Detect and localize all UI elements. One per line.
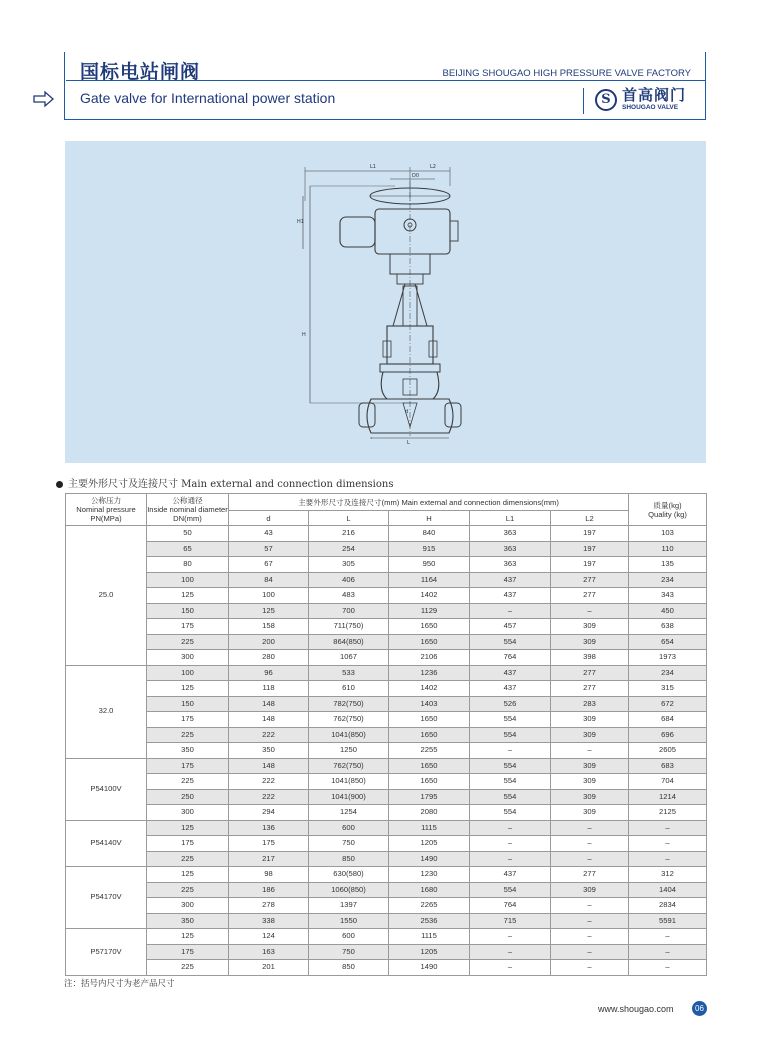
table-row (66, 665, 707, 681)
table-cell: 1205 (389, 944, 470, 960)
table-cell: 600 (309, 929, 389, 945)
table-cell: 437 (470, 588, 551, 604)
table-cell: 65 (147, 541, 229, 557)
table-cell: – (551, 820, 629, 836)
table-row (66, 944, 707, 960)
table-cell: 175 (147, 619, 229, 635)
table-cell: 343 (629, 588, 707, 604)
table-cell: 915 (389, 541, 470, 557)
table-cell: 57 (229, 541, 309, 557)
table-row (66, 712, 707, 728)
table-cell: 696 (629, 727, 707, 743)
table-cell: 1650 (389, 774, 470, 790)
table-cell: 1041(850) (309, 727, 389, 743)
header-nominal-pressure: 公称压力 Nominal pressure PN(MPa) (66, 494, 147, 526)
table-cell: – (551, 960, 629, 976)
table-cell: 1680 (389, 882, 470, 898)
pressure-cell: 25.0 (66, 526, 147, 666)
table-cell: 277 (551, 681, 629, 697)
table-cell: 683 (629, 758, 707, 774)
table-cell: – (551, 944, 629, 960)
table-row (66, 867, 707, 883)
table-row (66, 588, 707, 604)
table-cell: 437 (470, 665, 551, 681)
gate-valve-drawing (65, 141, 706, 463)
table-cell: – (629, 836, 707, 852)
table-cell: 186 (229, 882, 309, 898)
table-cell: 672 (629, 696, 707, 712)
table-cell: – (551, 929, 629, 945)
header-col-l2: L2 (551, 511, 629, 526)
table-cell: 1650 (389, 634, 470, 650)
table-cell: 309 (551, 789, 629, 805)
pressure-cell: P57170V (66, 929, 147, 976)
table-cell: 1205 (389, 836, 470, 852)
table-cell: 610 (309, 681, 389, 697)
table-cell: 762(750) (309, 758, 389, 774)
table-cell: 350 (147, 743, 229, 759)
table-cell: 283 (551, 696, 629, 712)
table-cell: 1490 (389, 851, 470, 867)
table-cell: 216 (309, 526, 389, 542)
table-cell: 437 (470, 867, 551, 883)
header-col-d: d (229, 511, 309, 526)
pressure-cell: P54170V (66, 867, 147, 929)
table-cell: 163 (229, 944, 309, 960)
page-title: 国标电站闸阀 (80, 61, 201, 83)
table-cell: 125 (147, 929, 229, 945)
label-h: H (302, 332, 306, 338)
table-cell: 850 (309, 960, 389, 976)
table-cell: 175 (147, 836, 229, 852)
website-url: www.shougao.com (598, 1004, 674, 1014)
table-cell: 2834 (629, 898, 707, 914)
table-cell: 309 (551, 712, 629, 728)
table-cell: 554 (470, 805, 551, 821)
table-row (66, 696, 707, 712)
table-row (66, 526, 707, 542)
table-cell: 148 (229, 696, 309, 712)
table-row (66, 805, 707, 821)
table-cell: 600 (309, 820, 389, 836)
table-cell: – (551, 603, 629, 619)
table-cell: 1403 (389, 696, 470, 712)
table-cell: 2125 (629, 805, 707, 821)
table-cell: 1041(900) (309, 789, 389, 805)
table-cell: 148 (229, 712, 309, 728)
table-cell: 338 (229, 913, 309, 929)
table-row (66, 913, 707, 929)
table-cell: 234 (629, 665, 707, 681)
table-cell: 350 (147, 913, 229, 929)
table-cell: 225 (147, 851, 229, 867)
table-cell: 222 (229, 774, 309, 790)
header-col-h: H (389, 511, 470, 526)
factory-name: BEIJING SHOUGAO HIGH PRESSURE VALVE FACTORY (442, 68, 691, 79)
page-number: 06 (692, 1001, 707, 1016)
table-cell: 764 (470, 650, 551, 666)
table-cell: 1230 (389, 867, 470, 883)
valve-drawing-panel (65, 141, 706, 463)
table-cell: 150 (147, 603, 229, 619)
label-l: L (407, 440, 410, 446)
table-cell: 118 (229, 681, 309, 697)
table-cell: 2536 (389, 913, 470, 929)
table-cell: 1115 (389, 820, 470, 836)
table-cell: 1402 (389, 681, 470, 697)
table-cell: 50 (147, 526, 229, 542)
table-cell: 554 (470, 727, 551, 743)
table-cell: 312 (629, 867, 707, 883)
table-cell: 125 (147, 867, 229, 883)
table-cell: 840 (389, 526, 470, 542)
table-cell: 711(750) (309, 619, 389, 635)
table-cell: 84 (229, 572, 309, 588)
table-cell: 704 (629, 774, 707, 790)
table-cell: – (470, 603, 551, 619)
table-cell: 1550 (309, 913, 389, 929)
table-cell: – (470, 851, 551, 867)
logo-text-en: SHOUGAO VALVE (622, 104, 679, 111)
table-cell: 1397 (309, 898, 389, 914)
table-cell: 103 (629, 526, 707, 542)
table-cell: – (551, 743, 629, 759)
table-cell: – (629, 820, 707, 836)
table-cell: 125 (147, 820, 229, 836)
label-d: d (405, 409, 409, 415)
pressure-cell: P54100V (66, 758, 147, 820)
table-cell: 363 (470, 557, 551, 573)
table-cell: 750 (309, 836, 389, 852)
table-cell: 309 (551, 634, 629, 650)
table-row (66, 774, 707, 790)
table-cell: 457 (470, 619, 551, 635)
table-cell: 197 (551, 557, 629, 573)
table-cell: 225 (147, 960, 229, 976)
table-cell: 125 (147, 588, 229, 604)
table-cell: 280 (229, 650, 309, 666)
table-row (66, 541, 707, 557)
table-cell: 1490 (389, 960, 470, 976)
table-cell: – (551, 913, 629, 929)
label-l1: L1 (370, 164, 376, 170)
table-cell: 100 (147, 665, 229, 681)
table-row (66, 820, 707, 836)
table-cell: 309 (551, 619, 629, 635)
table-row (66, 789, 707, 805)
table-cell: – (551, 851, 629, 867)
table-cell: 715 (470, 913, 551, 929)
table-cell: 483 (309, 588, 389, 604)
table-cell: – (629, 851, 707, 867)
table-cell: 309 (551, 805, 629, 821)
table-body (66, 526, 707, 976)
header-frame-bottom (64, 119, 706, 120)
table-row (66, 898, 707, 914)
table-cell: 554 (470, 789, 551, 805)
table-cell: – (470, 836, 551, 852)
table-row (66, 743, 707, 759)
table-cell: – (470, 944, 551, 960)
table-row (66, 619, 707, 635)
brand-logo (595, 88, 686, 112)
logo-text-cn: 首高阀门 (622, 86, 687, 104)
table-cell: 1060(850) (309, 882, 389, 898)
table-cell: 201 (229, 960, 309, 976)
table-row (66, 882, 707, 898)
table-cell: 700 (309, 603, 389, 619)
table-cell: 554 (470, 758, 551, 774)
table-cell: 225 (147, 727, 229, 743)
table-cell: 406 (309, 572, 389, 588)
table-cell: 437 (470, 681, 551, 697)
header-main-dimensions: 主要外形尺寸及连接尺寸(mm) Main external and connection dimensions(mm) (229, 494, 629, 511)
table-cell: 43 (229, 526, 309, 542)
table-cell: 300 (147, 650, 229, 666)
table-row (66, 557, 707, 573)
table-cell: 98 (229, 867, 309, 883)
page-subtitle: Gate valve for International power station (80, 90, 336, 106)
table-cell: 250 (147, 789, 229, 805)
table-cell: 225 (147, 634, 229, 650)
table-cell: 5591 (629, 913, 707, 929)
table-cell: 850 (309, 851, 389, 867)
header-frame-right (705, 52, 706, 120)
table-cell: 277 (551, 867, 629, 883)
table-cell: 300 (147, 898, 229, 914)
table-cell: 96 (229, 665, 309, 681)
table-cell: 1129 (389, 603, 470, 619)
table-cell: 1214 (629, 789, 707, 805)
table-cell: 277 (551, 665, 629, 681)
table-cell: 67 (229, 557, 309, 573)
table-cell: 305 (309, 557, 389, 573)
table-cell: 1041(850) (309, 774, 389, 790)
table-cell: 200 (229, 634, 309, 650)
table-cell: 554 (470, 712, 551, 728)
header-frame-left (64, 52, 65, 120)
table-cell: 100 (229, 588, 309, 604)
label-l2: L2 (430, 164, 436, 170)
logo-divider (583, 88, 584, 114)
table-cell: 80 (147, 557, 229, 573)
table-cell: 363 (470, 541, 551, 557)
arrow-right-icon (33, 90, 55, 108)
table-cell: 526 (470, 696, 551, 712)
table-cell: 2080 (389, 805, 470, 821)
table-cell: 300 (147, 805, 229, 821)
table-cell: 309 (551, 727, 629, 743)
table-cell: 554 (470, 634, 551, 650)
table-cell: 554 (470, 774, 551, 790)
table-cell: 175 (229, 836, 309, 852)
table-row (66, 650, 707, 666)
table-cell: 2255 (389, 743, 470, 759)
table-cell: 1164 (389, 572, 470, 588)
table-row (66, 929, 707, 945)
table-cell: 1650 (389, 619, 470, 635)
table-cell: 100 (147, 572, 229, 588)
table-cell: 750 (309, 944, 389, 960)
table-cell: 350 (229, 743, 309, 759)
table-cell: 1067 (309, 650, 389, 666)
table-cell: 175 (147, 758, 229, 774)
table-cell: 1404 (629, 882, 707, 898)
table-row (66, 681, 707, 697)
table-row (66, 727, 707, 743)
table-cell: 315 (629, 681, 707, 697)
table-cell: 398 (551, 650, 629, 666)
table-cell: – (470, 820, 551, 836)
label-d0: D0 (412, 173, 420, 179)
table-cell: – (470, 929, 551, 945)
table-cell: 1254 (309, 805, 389, 821)
table-cell: 764 (470, 898, 551, 914)
header-nominal-diameter: 公称通径 Inside nominal diameter DN(mm) (147, 494, 229, 526)
table-cell: 125 (147, 681, 229, 697)
bullet-icon (56, 481, 63, 488)
table-cell: 197 (551, 526, 629, 542)
table-cell: 630(580) (309, 867, 389, 883)
table-row (66, 758, 707, 774)
table-cell: 277 (551, 588, 629, 604)
table-row (66, 836, 707, 852)
table-cell: 309 (551, 758, 629, 774)
table-cell: 124 (229, 929, 309, 945)
header-col-l1: L1 (470, 511, 551, 526)
table-cell: 2605 (629, 743, 707, 759)
table-cell: 225 (147, 774, 229, 790)
table-cell: 782(750) (309, 696, 389, 712)
table-cell: – (470, 743, 551, 759)
table-cell: 294 (229, 805, 309, 821)
table-cell: 684 (629, 712, 707, 728)
table-cell: 1795 (389, 789, 470, 805)
table-cell: 1236 (389, 665, 470, 681)
table-cell: 1973 (629, 650, 707, 666)
logo-s-icon: S (595, 89, 617, 111)
table-cell: 148 (229, 758, 309, 774)
table-cell: 437 (470, 572, 551, 588)
label-h1: H1 (297, 219, 304, 225)
pressure-cell: P54140V (66, 820, 147, 867)
table-cell: 135 (629, 557, 707, 573)
table-cell: 309 (551, 882, 629, 898)
table-cell: – (629, 929, 707, 945)
table-cell: 277 (551, 572, 629, 588)
table-cell: 554 (470, 882, 551, 898)
table-cell: – (551, 836, 629, 852)
table-cell: 309 (551, 774, 629, 790)
table-cell: 175 (147, 944, 229, 960)
header-col-l: L (309, 511, 389, 526)
table-cell: 1650 (389, 712, 470, 728)
table-cell: – (470, 960, 551, 976)
table-cell: 197 (551, 541, 629, 557)
table-cell: 217 (229, 851, 309, 867)
table-cell: 150 (147, 696, 229, 712)
table-cell: 278 (229, 898, 309, 914)
table-cell: 762(750) (309, 712, 389, 728)
table-cell: 125 (229, 603, 309, 619)
table-cell: 950 (389, 557, 470, 573)
table-cell: 136 (229, 820, 309, 836)
table-cell: 533 (309, 665, 389, 681)
table-cell: 158 (229, 619, 309, 635)
pressure-cell: 32.0 (66, 665, 147, 758)
table-cell: 225 (147, 882, 229, 898)
table-cell: 450 (629, 603, 707, 619)
table-row (66, 960, 707, 976)
table-cell: 222 (229, 727, 309, 743)
table-cell: 654 (629, 634, 707, 650)
dimensions-table (65, 493, 707, 976)
table-cell: 110 (629, 541, 707, 557)
table-cell: 234 (629, 572, 707, 588)
table-row (66, 572, 707, 588)
table-cell: 864(850) (309, 634, 389, 650)
table-row (66, 634, 707, 650)
table-row (66, 603, 707, 619)
table-cell: – (629, 960, 707, 976)
table-cell: 175 (147, 712, 229, 728)
table-cell: 222 (229, 789, 309, 805)
table-cell: 254 (309, 541, 389, 557)
table-cell: 1402 (389, 588, 470, 604)
table-cell: – (551, 898, 629, 914)
table-row (66, 851, 707, 867)
section-title-text: 主要外形尺寸及连接尺寸 Main external and connection dimensions (68, 479, 394, 490)
table-cell: 1650 (389, 727, 470, 743)
table-cell: 1250 (309, 743, 389, 759)
table-cell: – (629, 944, 707, 960)
table-cell: 638 (629, 619, 707, 635)
footnote: 注：括号内尺寸为老产品尺寸 (64, 979, 175, 989)
table-cell: 2106 (389, 650, 470, 666)
header-mass: 质量(kg) Quality (kg) (629, 494, 707, 526)
table-cell: 1115 (389, 929, 470, 945)
table-cell: 2265 (389, 898, 470, 914)
section-title (56, 475, 393, 490)
table-cell: 363 (470, 526, 551, 542)
table-cell: 1650 (389, 758, 470, 774)
